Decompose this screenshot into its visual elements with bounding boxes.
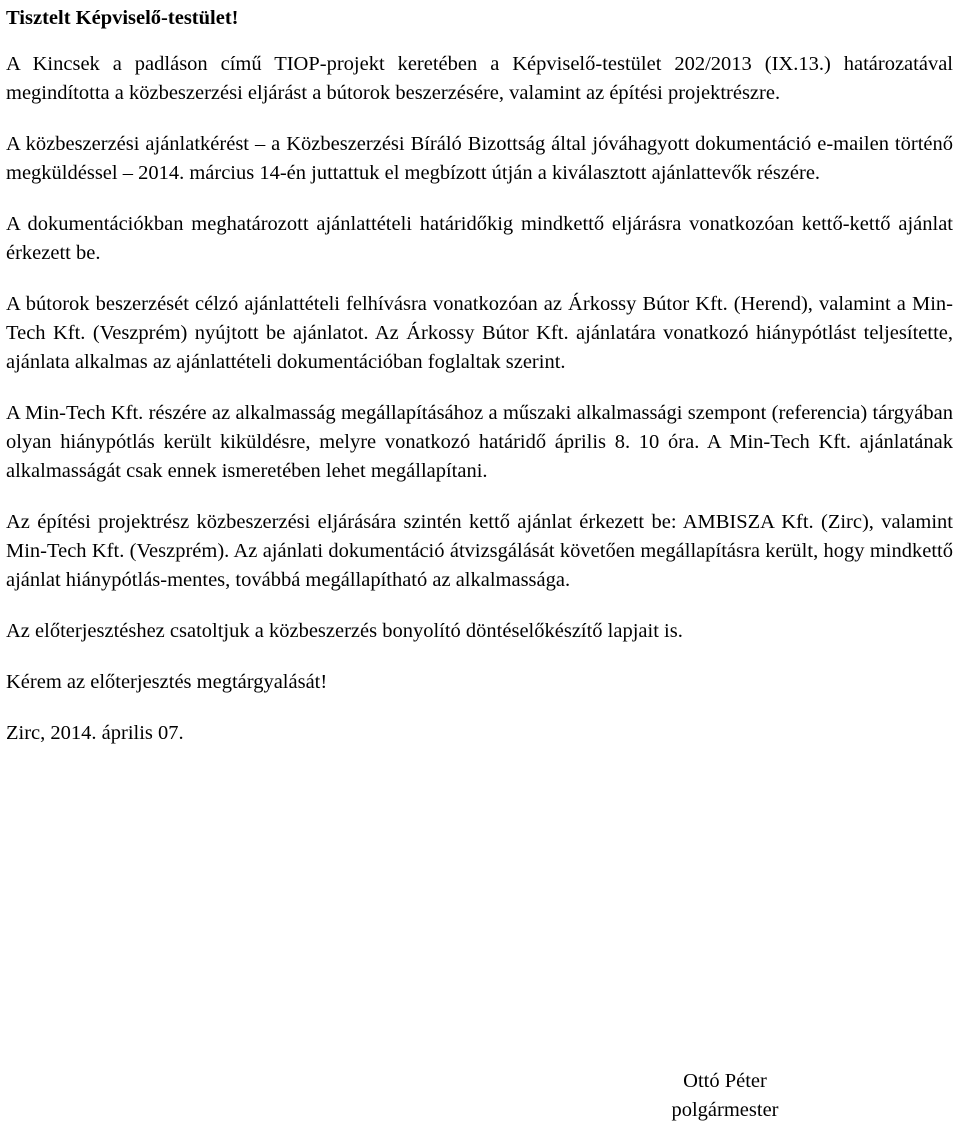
letter-body [6,4,953,770]
signatory-title: polgármester [671,1099,779,1121]
paragraph-construction-bids: Az építési projektrész közbeszerzési eljárására szintén kettő ajánlat érkezett be: AMBISZA Kft. (Zirc), valamint Min-Tech Kft. (Veszprém). Az ajánlati dokumentáció átvizsgálását követően megállapításra került, hogy mindkettő ajánlat hiánypótlás-mentes, továbbá megállapítható az alkalmassága. [6,511,953,591]
signatory-name: Ottó Péter [683,1070,767,1092]
paragraph-attachment: Az előterjesztéshez csatoltjuk a közbeszerzés bonyolító döntéselőkészítő lapjait is. [6,620,683,642]
paragraph-project-intro: A Kincsek a padláson című TIOP-projekt keretében a Képviselő-testület 202/2013 (IX.13.) határozatával megindította a közbeszerzési eljárást a bútorok beszerzésére, valamint az építési projektrészre. [6,53,953,104]
signature-block [640,1067,810,1125]
paragraph-bids-received: A dokumentációkban meghatározott ajánlattételi határidőkig mindkettő eljárásra vonatkozóan kettő-kettő ajánlat érkezett be. [6,213,953,264]
paragraph-furniture-bids: A bútorok beszerzését célzó ajánlattételi felhívásra vonatkozóan az Árkossy Bútor Kft. (Herend), valamint a Min-Tech Kft. (Veszprém) nyújtott be ajánlatot. Az Árkossy Bútor Kft. ajánlatára vonatkozó hiánypótlást teljesítette, ajánlata alkalmas az ajánlattételi dokumentációban foglaltak szerint. [6,293,953,373]
greeting-heading: Tisztelt Képviselő-testület! [6,7,239,29]
date-line: Zirc, 2014. április 07. [6,722,184,744]
paragraph-request: Kérem az előterjesztés megtárgyalását! [6,671,328,693]
paragraph-invitation: A közbeszerzési ajánlatkérést – a Közbeszerzési Bíráló Bizottság által jóváhagyott dokumentáció e-mailen történő megküldéssel – 2014. március 14-én juttattuk el megbízott útján a kiválasztott ajánlattevők részére. [6,133,953,184]
paragraph-min-tech: A Min-Tech Kft. részére az alkalmasság megállapításához a műszaki alkalmassági szempont (referencia) tárgyában olyan hiánypótlás került kiküldésre, melyre vonatkozó határidő április 8. 10 óra. A Min-Tech Kft. ajánlatának alkalmasságát csak ennek ismeretében lehet megállapítani. [6,402,953,482]
